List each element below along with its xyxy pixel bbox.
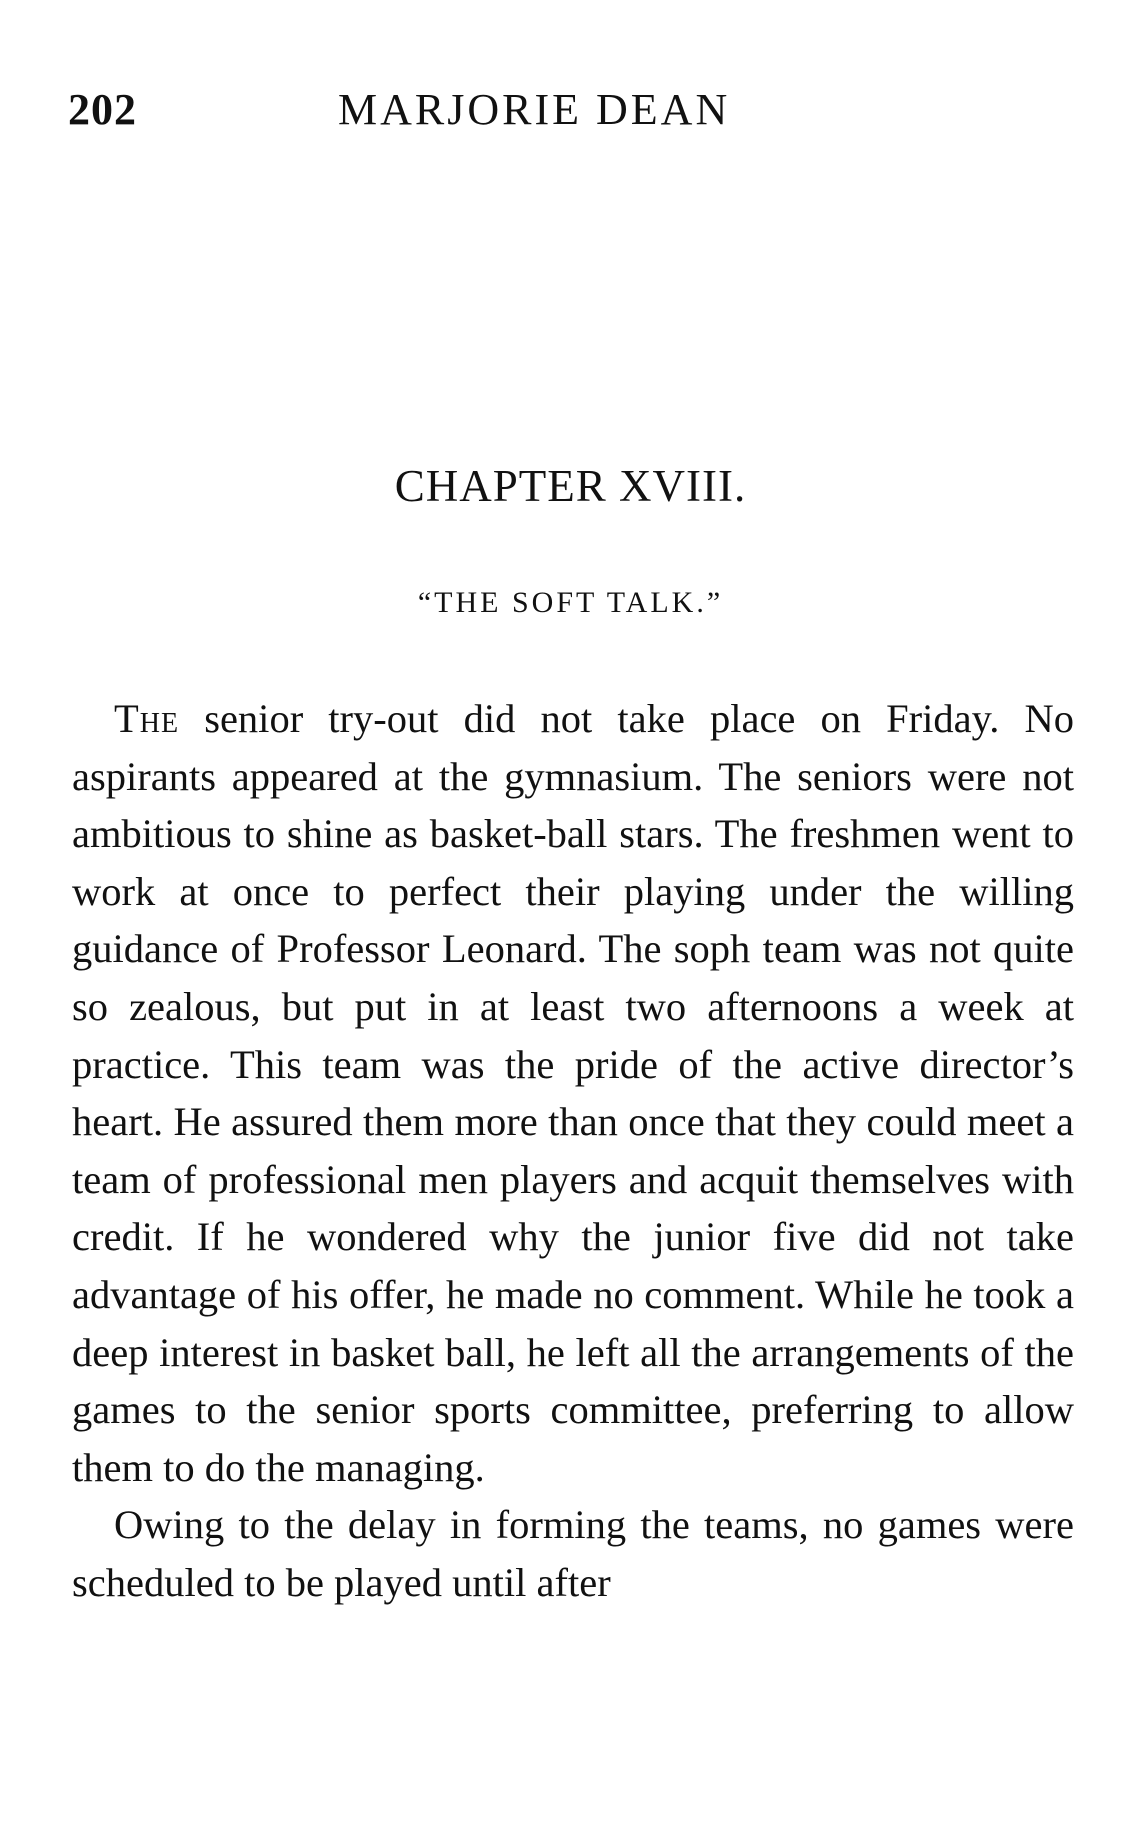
paragraph-2-text: Owing to the delay in forming the teams, no games were scheduled to be played until after	[72, 1502, 1074, 1605]
chapter-number: CHAPTER XVIII.	[394, 461, 747, 511]
paragraph-lead-word: The	[114, 696, 180, 741]
paragraph-1	[72, 690, 1074, 1496]
running-head	[68, 80, 1078, 140]
chapter-title: “THE SOFT TALK.”	[417, 586, 724, 619]
paragraph-1-text: senior try-out did not take place on Friday. No aspirants appeared at the gymnasium. The seniors were not ambitious to shine as basket-ball stars. The freshmen went to work at once to perfect their playing under the willing guidance of Professor Leonard. The soph team was not quite so zealous, but put in at least two afternoons a week at practice. This team was the pride of the active director’s heart. He assured them more than once that they could meet a team of professional men players and acquit themselves with credit. If he wondered why the junior five did not take advantage of his offer, he made no comment. While he took a deep interest in basket ball, he left all the arrangements of the games to the senior sports committee, preferring to allow them to do the managing.	[72, 696, 1074, 1490]
paragraph-2	[72, 1496, 1074, 1611]
page-number: 202	[68, 85, 137, 134]
book-title: MARJORIE DEAN	[338, 85, 731, 134]
body-text	[72, 690, 1074, 1612]
